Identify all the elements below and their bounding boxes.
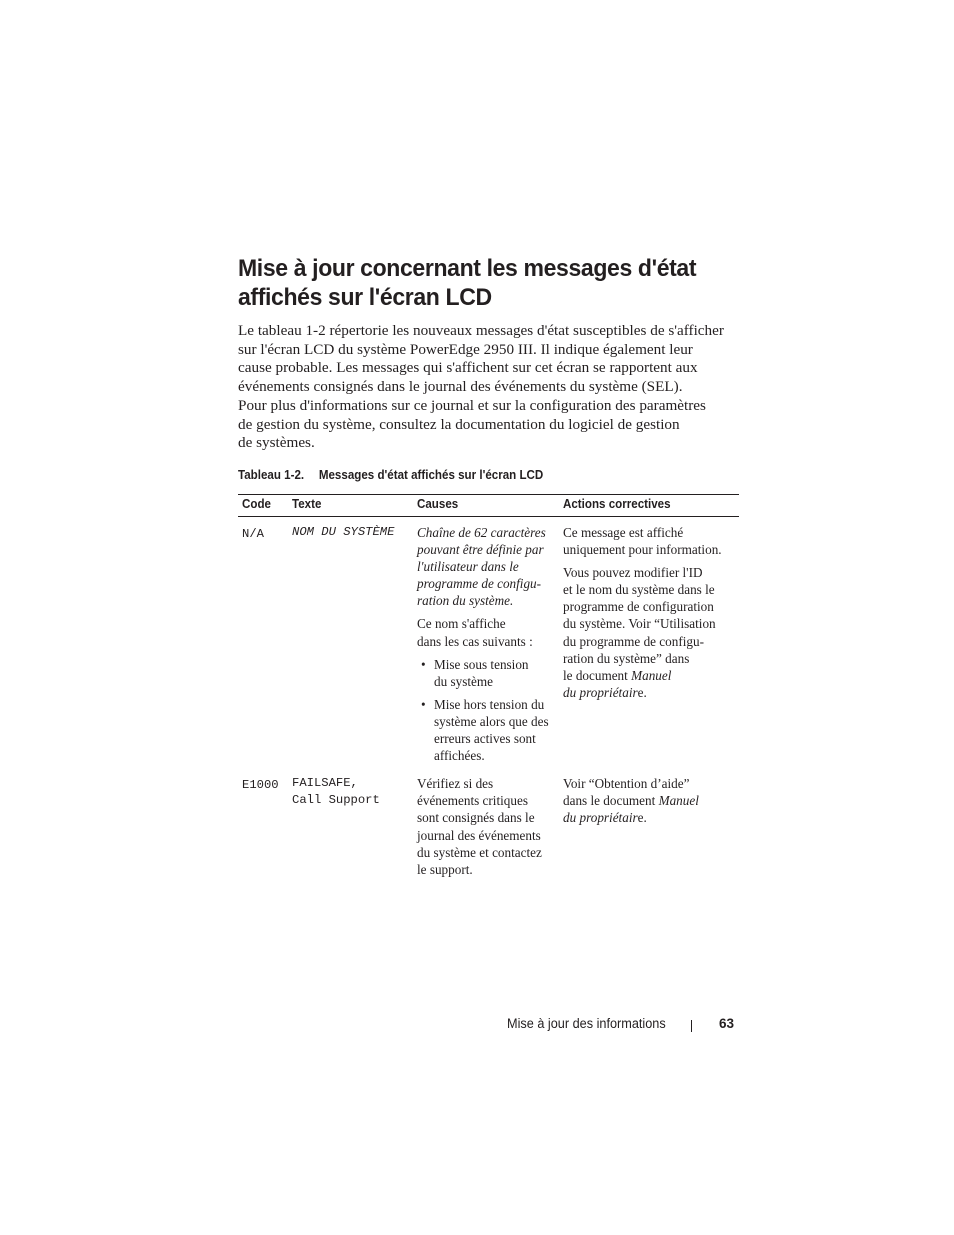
cell-text: FAILSAFE, Call Support (292, 776, 380, 808)
lcd-messages-table (238, 494, 739, 882)
cause-display-conditions: Ce nom s'affiche dans les cas suivants : (417, 616, 533, 649)
intro-line: de gestion du système, consultez la documentation du logiciel de gestion (238, 415, 680, 433)
cell-text: NOM DU SYSTÈME (292, 525, 395, 539)
heading-line: Mise à jour concernant les messages d'état (238, 255, 697, 282)
footer-divider (691, 1020, 692, 1032)
action-paragraph: Ce message est affiché uniquement pour information. (563, 525, 722, 558)
footer-section-label: Mise à jour des informations (507, 1016, 666, 1031)
intro-line: cause probable. Les messages qui s'affichent sur cet écran se rapportent aux (238, 359, 698, 377)
caption-title: Messages d'état affichés sur l'écran LCD (318, 468, 544, 482)
intro-line: de systèmes. (238, 434, 315, 452)
header-row (238, 495, 739, 517)
header-texte: Texte (288, 495, 413, 517)
caption-number: Tableau 1-2. (238, 468, 305, 482)
intro-line: Le tableau 1-2 répertorie les nouveaux messages d'état susceptibles de s'afficher (238, 322, 724, 339)
list-item: • Mise sous tension du système (421, 656, 555, 690)
heading-line: affichés sur l'écran LCD (238, 284, 492, 311)
intro-paragraph (238, 322, 748, 453)
table-row (238, 517, 739, 769)
table-caption (238, 467, 543, 483)
cell-code: N/A (242, 527, 264, 541)
table-row (238, 768, 739, 882)
intro-line: sur l'écran LCD du système PowerEdge 2950 III. Il indique également leur (238, 340, 693, 358)
cell-actions: Voir “Obtention d’aide” dans le document Manuel du propriétaire. (563, 776, 699, 826)
manual-reference: du propriétair (563, 684, 638, 700)
cell-actions (559, 517, 739, 769)
cause-description: Chaîne de 62 caractères pouvant être définie par l'utilisateur dans le programme de configu- ration du système. (417, 525, 546, 609)
header-code: Code (238, 495, 288, 517)
page-number: 63 (719, 1016, 735, 1031)
manual-reference: Manuel (631, 667, 672, 683)
list-item: • Mise hors tension du système alors que des erreurs actives sont affichées. (421, 696, 555, 764)
section-heading (238, 254, 727, 312)
cell-causes: Vérifiez si des événements critiques sont consignés dans le journal des événements du système et contactez le support. (417, 776, 542, 877)
intro-line: événements consignés dans le journal des événements du système (SEL). (238, 378, 683, 396)
action-paragraph: Vous pouvez modifier l'ID et le nom du système dans le programme de configuration du système. Voir “Utilisation du programme de configu- ration du système” dans le document Manuel du propriétaire. (563, 565, 716, 700)
manual-reference: du propriétair (563, 810, 638, 826)
table-header (238, 495, 739, 517)
header-actions: Actions correctives (559, 495, 739, 517)
manual-reference: Manuel (658, 793, 699, 809)
cell-code: E1000 (242, 778, 279, 793)
cause-bullet-list (417, 656, 555, 765)
cell-causes (413, 517, 559, 769)
header-causes: Causes (413, 495, 559, 517)
intro-line: Pour plus d'informations sur ce journal et sur la configuration des paramètres (238, 396, 706, 414)
